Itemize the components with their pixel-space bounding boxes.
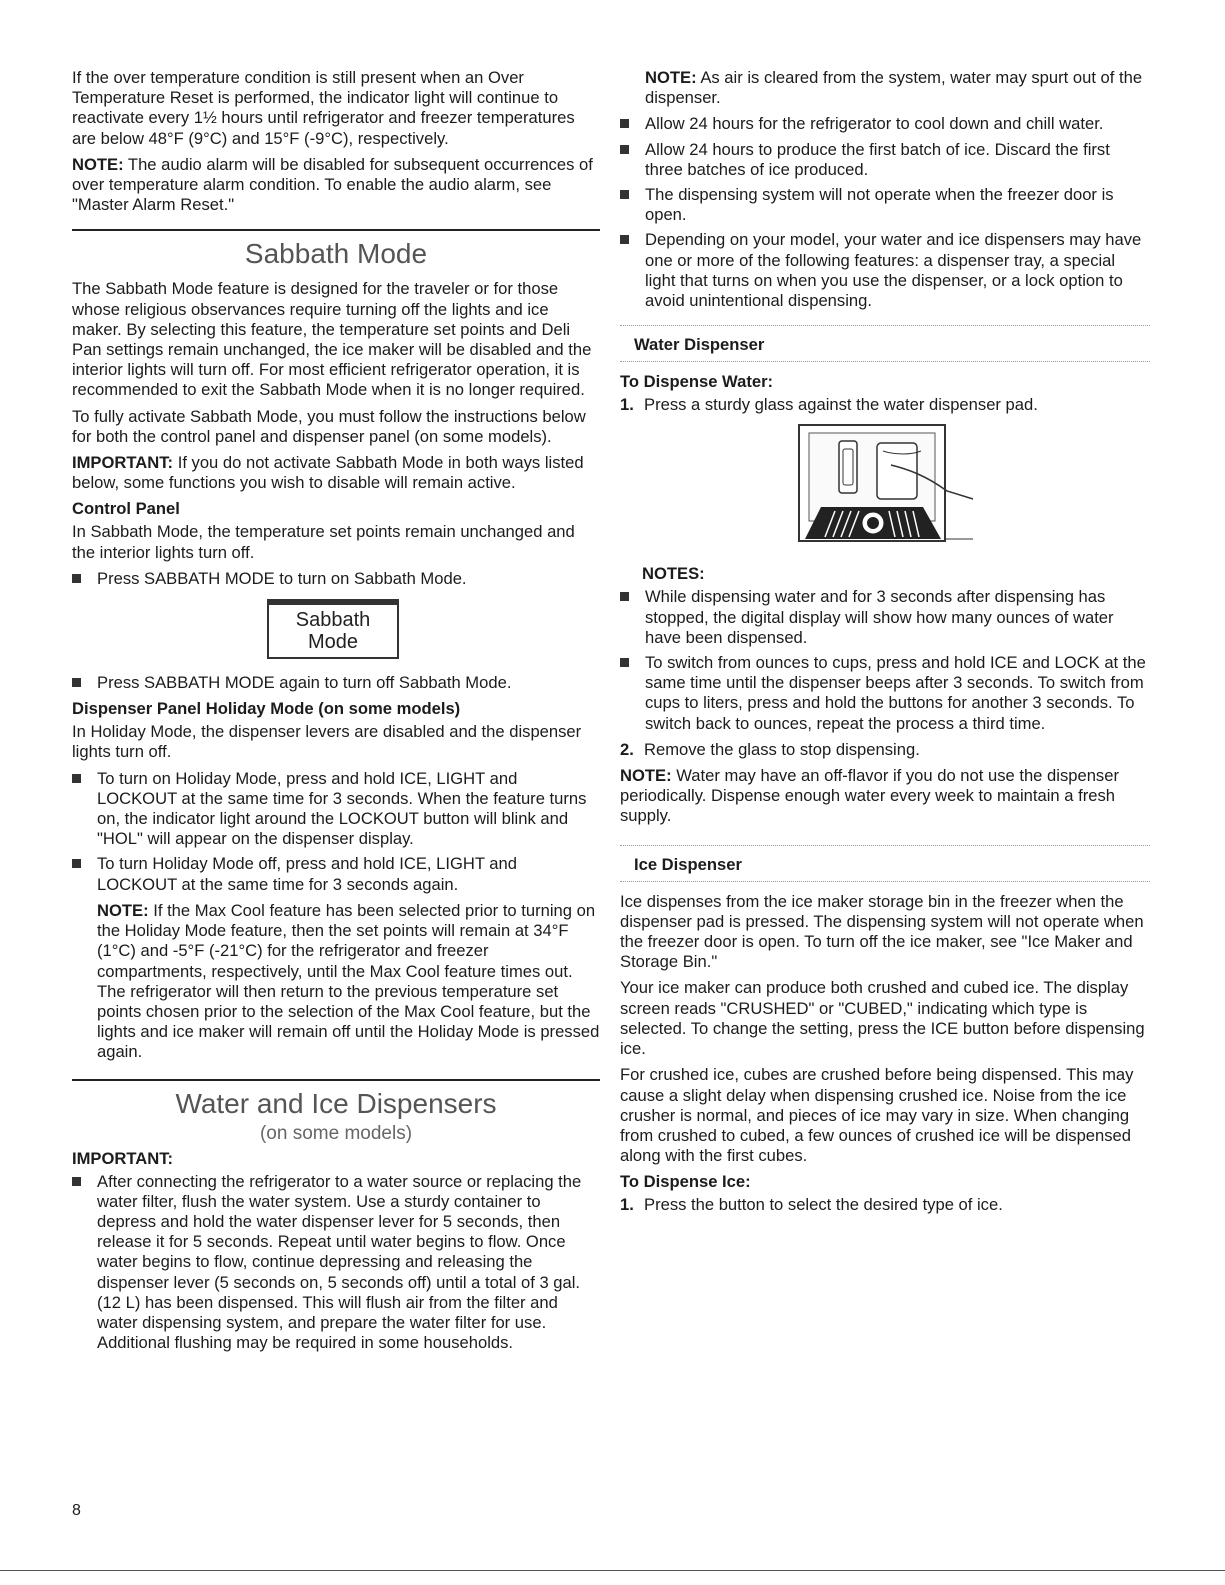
ice-paragraph-1: Ice dispenses from the ice maker storage bin in the freezer when the dispenser pad is pressed. The dispensing system will not operate when the freezer door is open. To turn off the ice maker, see "Ice Maker and Storage Bin.": [620, 891, 1144, 972]
list-item: [620, 740, 1150, 760]
page-number: 8: [72, 1502, 81, 1519]
step-text: Press a sturdy glass against the water dispenser pad.: [644, 395, 1038, 415]
note-text: If the Max Cool feature has been selected prior to turning on the Holiday Mode feature, then the set points will remain at 34°F (1°C) and -5°F (-21°C) for the refrigerator and freezer compartments, respectively, until the Max Cool feature times out. The refrigerator will then return to the previous temperature set points chosen prior to the selection of the Max Cool feature, but the lights and ice maker will remain off until the Holiday Mode is pressed again.: [97, 900, 600, 1062]
list-item: [72, 673, 600, 693]
water-dispenser-illustration: [795, 421, 1150, 554]
sabbath-button-line-2: Mode: [307, 631, 359, 654]
list-item-text: To switch from ounces to cups, press and hold ICE and LOCK at the same time until the dispenser beeps after 3 seconds. To switch from cups to liters, press and hold the buttons for another 3 seconds. To switch back to ounces, repeat the process a third time.: [645, 653, 1146, 733]
list-item-text: Press SABBATH MODE to turn on Sabbath Mode.: [97, 568, 467, 588]
water-steps-list: [620, 395, 1150, 415]
square-bullet-icon: [72, 859, 81, 868]
water-dispenser-heading: Water Dispenser: [620, 325, 1150, 362]
important-text: If you do not activate Sabbath Mode in both ways listed below, some functions you wish to disable will remain active.: [72, 453, 584, 493]
list-item-text: After connecting the refrigerator to a water source or replacing the water filter, flush the water system. Use a sturdy container to depress and hold the water dispenser lever for 5 seconds, then release it for 5 seconds. Repeat until water begins to flow. Once water begins to flow, continue depressing and releasing the dispenser lever (5 seconds on, 5 seconds off) until a total of 3 gal. (12 L) has been dispensed. This will flush air from the filter and water dispensing system, and prepare the water filter for use. Additional flushing may be required in some households.: [97, 1171, 582, 1353]
page-bottom-rule: [0, 1570, 1225, 1571]
intro-note: [72, 155, 600, 216]
water-notes-list: [620, 587, 1150, 733]
list-item: [72, 769, 600, 850]
holiday-note: [72, 901, 600, 1063]
ice-paragraph-2: Your ice maker can produce both crushed and cubed ice. The display screen reads "CRUSHED" or "CUBED," indicating which type is selected. To change the setting, press the ICE button before dispensing ice.: [620, 978, 1145, 1059]
note-text: The audio alarm will be disabled for subsequent occurrences of over temperature alarm condition. To enable the audio alarm, see "Master Alarm Reset.": [72, 154, 593, 215]
square-bullet-icon: [72, 678, 81, 687]
control-panel-list: [72, 569, 600, 589]
list-item: [620, 140, 1150, 180]
list-item: [72, 1172, 600, 1354]
step-text: Press the button to select the desired type of ice.: [644, 1195, 1003, 1215]
sabbath-paragraph-2: To fully activate Sabbath Mode, you must follow the instructions below for both the control panel and dispenser panel (on some models).: [72, 406, 586, 446]
note-text: As air is cleared from the system, water may spurt out of the dispenser.: [645, 68, 1143, 108]
flush-instructions-list: [72, 1172, 600, 1354]
note-text: Water may have an off-flavor if you do not use the dispenser periodically. Dispense enough water every week to maintain a fresh supply.: [620, 766, 1119, 826]
water-steps-list-2: [620, 740, 1150, 760]
note-label: NOTE:: [645, 68, 697, 87]
sabbath-button-line-1: Sabbath: [295, 609, 371, 632]
square-bullet-icon: [620, 119, 629, 128]
right-column: [620, 68, 1150, 1222]
square-bullet-icon: [620, 235, 629, 244]
square-bullet-icon: [72, 774, 81, 783]
square-bullet-icon: [72, 1177, 81, 1186]
list-item: [620, 653, 1150, 734]
list-item-text: Press SABBATH MODE again to turn off Sabbath Mode.: [97, 673, 512, 693]
square-bullet-icon: [620, 658, 629, 667]
step-number: 1.: [620, 395, 634, 415]
ice-dispenser-heading: Ice Dispenser: [620, 845, 1150, 882]
list-item-text: While dispensing water and for 3 seconds after dispensing has stopped, the digital display will show how many ounces of water have been dispensed.: [645, 587, 1114, 647]
control-panel-list-2: [72, 673, 600, 693]
list-item: [620, 395, 1150, 415]
intro-paragraph: If the over temperature condition is still present when an Over Temperature Reset is performed, the indicator light will continue to reactivate every 1½ hours until refrigerator and freezer temperatures are below 48°F (9°C) and 15°F (-9°C), respectively.: [72, 68, 575, 148]
left-column: [72, 68, 600, 1359]
to-dispense-ice-heading: To Dispense Ice:: [620, 1172, 751, 1192]
note-label: NOTE:: [620, 766, 672, 786]
list-item-text: Depending on your model, your water and ice dispensers may have one or more of the following features: a dispenser tray, a special light that turns on when you use the dispenser, or a lock option to avoid unintentional dispensing.: [645, 230, 1142, 311]
list-item-text: To turn Holiday Mode off, press and hold ICE, LIGHT and LOCKOUT at the same time for 3 seconds again.: [97, 854, 517, 894]
ice-paragraph-3: For crushed ice, cubes are crushed before being dispensed. This may cause a slight delay when dispensing crushed ice. Noise from the ice crusher is normal, and pieces of ice may vary in size. When changing from crushed to cubed, a few ounces of crushed ice will be dispensed along with the first cubes.: [620, 1065, 1134, 1166]
notes-heading: NOTES:: [642, 564, 705, 584]
step-number: 1.: [620, 1195, 634, 1215]
step-number: 2.: [620, 739, 634, 759]
square-bullet-icon: [620, 592, 629, 601]
square-bullet-icon: [620, 190, 629, 199]
note-label: NOTE:: [97, 900, 149, 920]
list-item: [620, 230, 1150, 311]
section-divider: [72, 229, 600, 231]
list-item: [620, 1195, 1150, 1215]
list-item: [620, 587, 1150, 648]
holiday-mode-list: [72, 769, 600, 895]
list-item: [620, 114, 1150, 134]
list-item-text: Allow 24 hours to produce the first batch of ice. Discard the first three batches of ice produced.: [645, 139, 1110, 179]
note-label: NOTE:: [72, 154, 124, 174]
list-item: [72, 569, 600, 589]
sabbath-mode-button-illustration: [267, 599, 399, 659]
glass-at-dispenser-icon: [795, 421, 975, 549]
list-item: [72, 854, 600, 894]
holiday-mode-heading: Dispenser Panel Holiday Mode (on some models): [72, 699, 461, 719]
important-label: IMPORTANT:: [72, 453, 174, 473]
air-note: [620, 68, 1150, 108]
list-item: [620, 185, 1150, 225]
ice-steps-list: [620, 1195, 1150, 1215]
square-bullet-icon: [620, 145, 629, 154]
control-panel-heading: Control Panel: [72, 499, 180, 519]
dispenser-info-list: [620, 114, 1150, 311]
control-panel-paragraph: In Sabbath Mode, the temperature set points remain unchanged and the interior lights turn off.: [72, 522, 575, 562]
holiday-mode-paragraph: In Holiday Mode, the dispenser levers are disabled and the dispenser lights turn off.: [72, 722, 582, 762]
important-note: [72, 453, 600, 493]
section-divider: [72, 1079, 600, 1081]
step-text: Remove the glass to stop dispensing.: [644, 739, 920, 759]
dispensers-subtitle: (on some models): [259, 1122, 413, 1144]
sabbath-mode-title: Sabbath Mode: [244, 238, 428, 270]
sabbath-paragraph-1: The Sabbath Mode feature is designed for the traveler or for those whose religious observances require turning off the lights and ice maker. By selecting this feature, the temperature set points and Deli Pan settings remain unchanged, the ice maker will be disabled and the interior lights will turn off. For most efficient refrigerator operation, it is recommended to exit the Sabbath Mode when it is no longer required.: [72, 279, 592, 400]
to-dispense-water-heading: To Dispense Water:: [620, 372, 774, 392]
list-item-text: The dispensing system will not operate when the freezer door is open.: [645, 185, 1114, 225]
important-heading: IMPORTANT:: [72, 1148, 174, 1168]
list-item-text: To turn on Holiday Mode, press and hold ICE, LIGHT and LOCKOUT at the same time for 3 seconds. When the feature turns on, the indicator light around the LOCKOUT button will blink and "HOL" will appear on the dispenser display.: [97, 768, 587, 849]
dispensers-title: Water and Ice Dispensers: [175, 1087, 497, 1119]
square-bullet-icon: [72, 574, 81, 583]
list-item-text: Allow 24 hours for the refrigerator to cool down and chill water.: [645, 114, 1104, 134]
flavor-note: [620, 766, 1150, 827]
